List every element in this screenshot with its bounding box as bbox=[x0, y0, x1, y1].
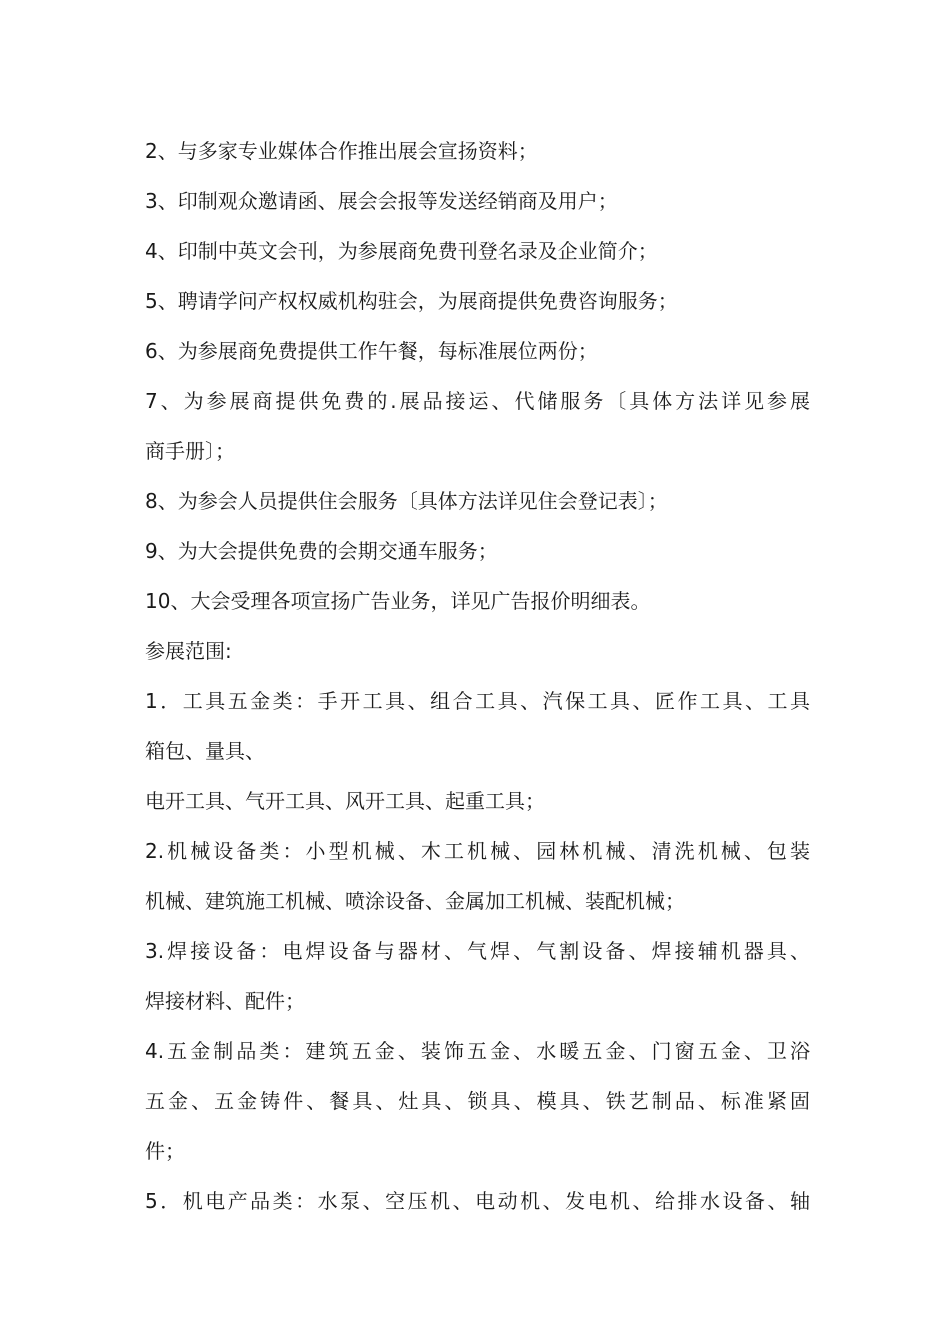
text-line: 参展范围: bbox=[145, 639, 232, 663]
text-line: 5、聘请学问产权权威机构驻会，为展商提供免费咨询服务； bbox=[145, 289, 678, 313]
text-line: 4、印制中英文会刊，为参展商免费刊登名录及企业简介； bbox=[145, 239, 658, 263]
text-line: 电开工具、气开工具、风开工具、起重工具； bbox=[145, 789, 545, 813]
text-line: 2、与多家专业媒体合作推出展会宣扬资料； bbox=[145, 139, 538, 163]
document-body bbox=[145, 126, 810, 1226]
text-line: 10、大会受理各项宣扬广告业务，详见广告报价明细表。 bbox=[145, 589, 651, 613]
text-line: 机械、建筑施工机械、喷涂设备、金属加工机械、装配机械； bbox=[145, 889, 685, 913]
text-line: 4.五金制品类：建筑五金、装饰五金、水暖五金、门窗五金、卫浴 bbox=[145, 1039, 810, 1063]
text-line: 商手册〕； bbox=[145, 439, 235, 463]
text-line: 9、为大会提供免费的会期交通车服务； bbox=[145, 539, 498, 563]
text-line: 2.机械设备类：小型机械、木工机械、园林机械、清洗机械、包装 bbox=[145, 839, 810, 863]
text-line: 5．机电产品类：水泵、空压机、电动机、发电机、给排水设备、轴 bbox=[145, 1189, 810, 1213]
text-line: 7、为参展商提供免费的.展品接运、代储服务〔具体方法详见参展 bbox=[145, 389, 810, 413]
text-line: 焊接材料、配件； bbox=[145, 989, 305, 1013]
text-line: 件； bbox=[145, 1139, 185, 1163]
text-line: 箱包、量具、 bbox=[145, 739, 265, 763]
text-line: 3.焊接设备：电焊设备与器材、气焊、气割设备、焊接辅机器具、 bbox=[145, 939, 810, 963]
text-line: 3、印制观众邀请函、展会会报等发送经销商及用户； bbox=[145, 189, 618, 213]
text-line: 五金、五金铸件、餐具、灶具、锁具、模具、铁艺制品、标准紧固 bbox=[145, 1089, 810, 1113]
text-line: 6、为参展商免费提供工作午餐，每标准展位两份； bbox=[145, 339, 598, 363]
text-line: 8、为参会人员提供住会服务〔具体方法详见住会登记表〕； bbox=[145, 489, 668, 513]
text-line: 1．工具五金类：手开工具、组合工具、汽保工具、匠作工具、工具 bbox=[145, 689, 810, 713]
